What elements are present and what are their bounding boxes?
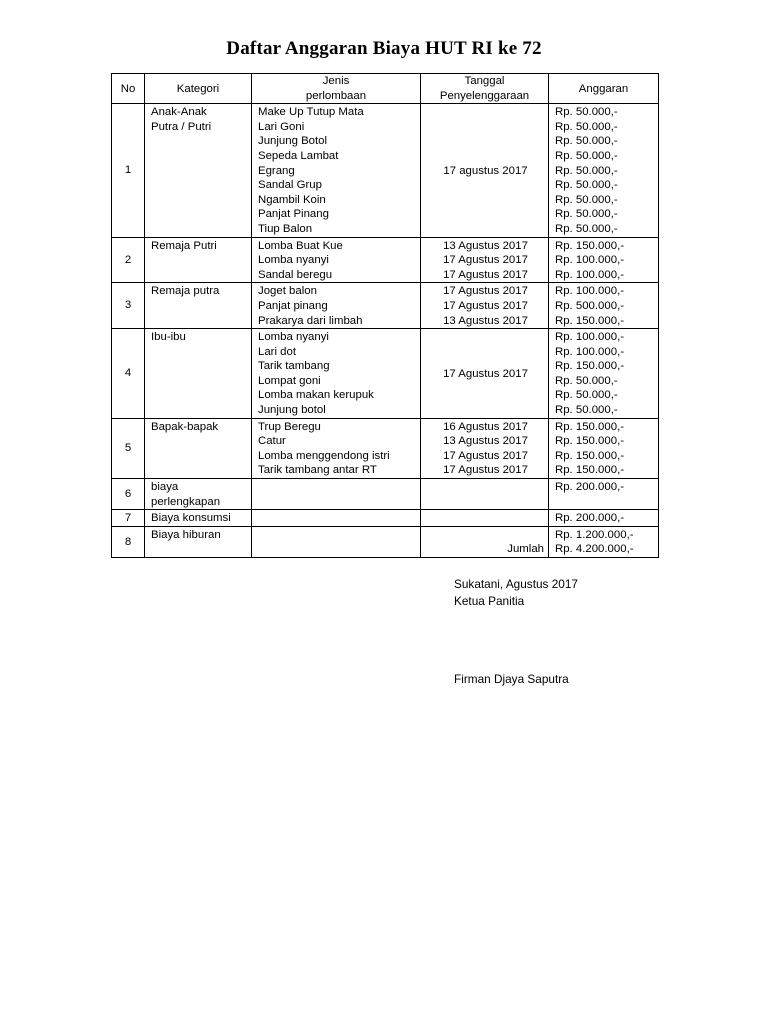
row-kategori: Remaja Putri: [145, 237, 252, 283]
row-tanggal: 16 Agustus 2017 13 Agustus 2017 17 Agustus 2017 17 Agustus 2017: [421, 418, 549, 478]
table-row: [112, 104, 659, 237]
row-anggaran: Rp. 200.000,-: [549, 479, 659, 510]
row-anggaran: Rp. 1.200.000,- Rp. 4.200.000,-: [549, 526, 659, 557]
row-tanggal: [421, 526, 549, 557]
row-anggaran: Rp. 150.000,- Rp. 150.000,- Rp. 150.000,- Rp. 150.000,-: [549, 418, 659, 478]
table-row: [112, 237, 659, 283]
row-number: 7: [112, 510, 145, 527]
row-tanggal: [421, 510, 549, 527]
header-jenis: Jenis perlombaan: [252, 74, 421, 104]
row-jenis: [252, 526, 421, 557]
signature-place-date: Sukatani, Agustus 2017: [454, 577, 578, 591]
table-row: [112, 418, 659, 478]
table-row: [112, 479, 659, 510]
row-jenis: Joget balon Panjat pinang Prakarya dari limbah: [252, 283, 421, 329]
row-kategori: Bapak-bapak: [145, 418, 252, 478]
row-jenis: [252, 479, 421, 510]
row-anggaran: Rp. 100.000,- Rp. 500.000,- Rp. 150.000,-: [549, 283, 659, 329]
row-anggaran: Rp. 100.000,- Rp. 100.000,- Rp. 150.000,- Rp. 50.000,- Rp. 50.000,- Rp. 50.000,-: [549, 329, 659, 419]
row-kategori: Biaya konsumsi: [145, 510, 252, 527]
table-row: [112, 510, 659, 527]
row-number: 5: [112, 418, 145, 478]
row-jenis: Trup Beregu Catur Lomba menggendong istri Tarik tambang antar RT: [252, 418, 421, 478]
signature-role: Ketua Panitia: [454, 594, 525, 608]
row-tanggal: 17 agustus 2017: [421, 104, 549, 237]
row-tanggal: [421, 479, 549, 510]
row-number: 1: [112, 104, 145, 237]
row-tanggal: 17 Agustus 2017 17 Agustus 2017 13 Agustus 2017: [421, 283, 549, 329]
row-number: 2: [112, 237, 145, 283]
row-tanggal: 17 Agustus 2017: [421, 329, 549, 419]
table-row: [112, 526, 659, 557]
row-jenis: Lomba Buat Kue Lomba nyanyi Sandal beregu: [252, 237, 421, 283]
row-kategori: Biaya hiburan: [145, 526, 252, 557]
row-number: 4: [112, 329, 145, 419]
row-anggaran: Rp. 50.000,- Rp. 50.000,- Rp. 50.000,- Rp. 50.000,- Rp. 50.000,- Rp. 50.000,- Rp. 50.000,- Rp. 50.000,- Rp. 50.000,-: [549, 104, 659, 237]
row-jenis: Lomba nyanyi Lari dot Tarik tambang Lompat goni Lomba makan kerupuk Junjung botol: [252, 329, 421, 419]
row-kategori: Anak-Anak Putra / Putri: [145, 104, 252, 237]
row-tanggal: 13 Agustus 2017 17 Agustus 2017 17 Agustus 2017: [421, 237, 549, 283]
row-anggaran: Rp. 150.000,- Rp. 100.000,- Rp. 100.000,-: [549, 237, 659, 283]
row-kategori: Ibu-ibu: [145, 329, 252, 419]
header-tanggal: Tanggal Penyelenggaraan: [421, 74, 549, 104]
signature-name: Firman Djaya Saputra: [454, 672, 569, 686]
total-value: Rp. 4.200.000,-: [555, 543, 634, 556]
row-kategori: biaya perlengkapan: [145, 479, 252, 510]
table-row: [112, 329, 659, 419]
row-jenis: Make Up Tutup Mata Lari Goni Junjung Botol Sepeda Lambat Egrang Sandal Grup Ngambil Koin Panjat Pinang Tiup Balon: [252, 104, 421, 237]
row-anggaran: Rp. 200.000,-: [549, 510, 659, 527]
budget-table: [111, 73, 659, 558]
document-title: Daftar Anggaran Biaya HUT RI ke 72: [226, 38, 542, 59]
table-row: [112, 283, 659, 329]
table-header-row: [112, 74, 659, 104]
row-number: 8: [112, 526, 145, 557]
row-number: 6: [112, 479, 145, 510]
header-no: No: [112, 74, 145, 104]
header-anggaran: Anggaran: [549, 74, 659, 104]
row-number: 3: [112, 283, 145, 329]
row-kategori: Remaja putra: [145, 283, 252, 329]
header-kategori: Kategori: [145, 74, 252, 104]
row-jenis: [252, 510, 421, 527]
total-label: Jumlah: [507, 543, 544, 556]
